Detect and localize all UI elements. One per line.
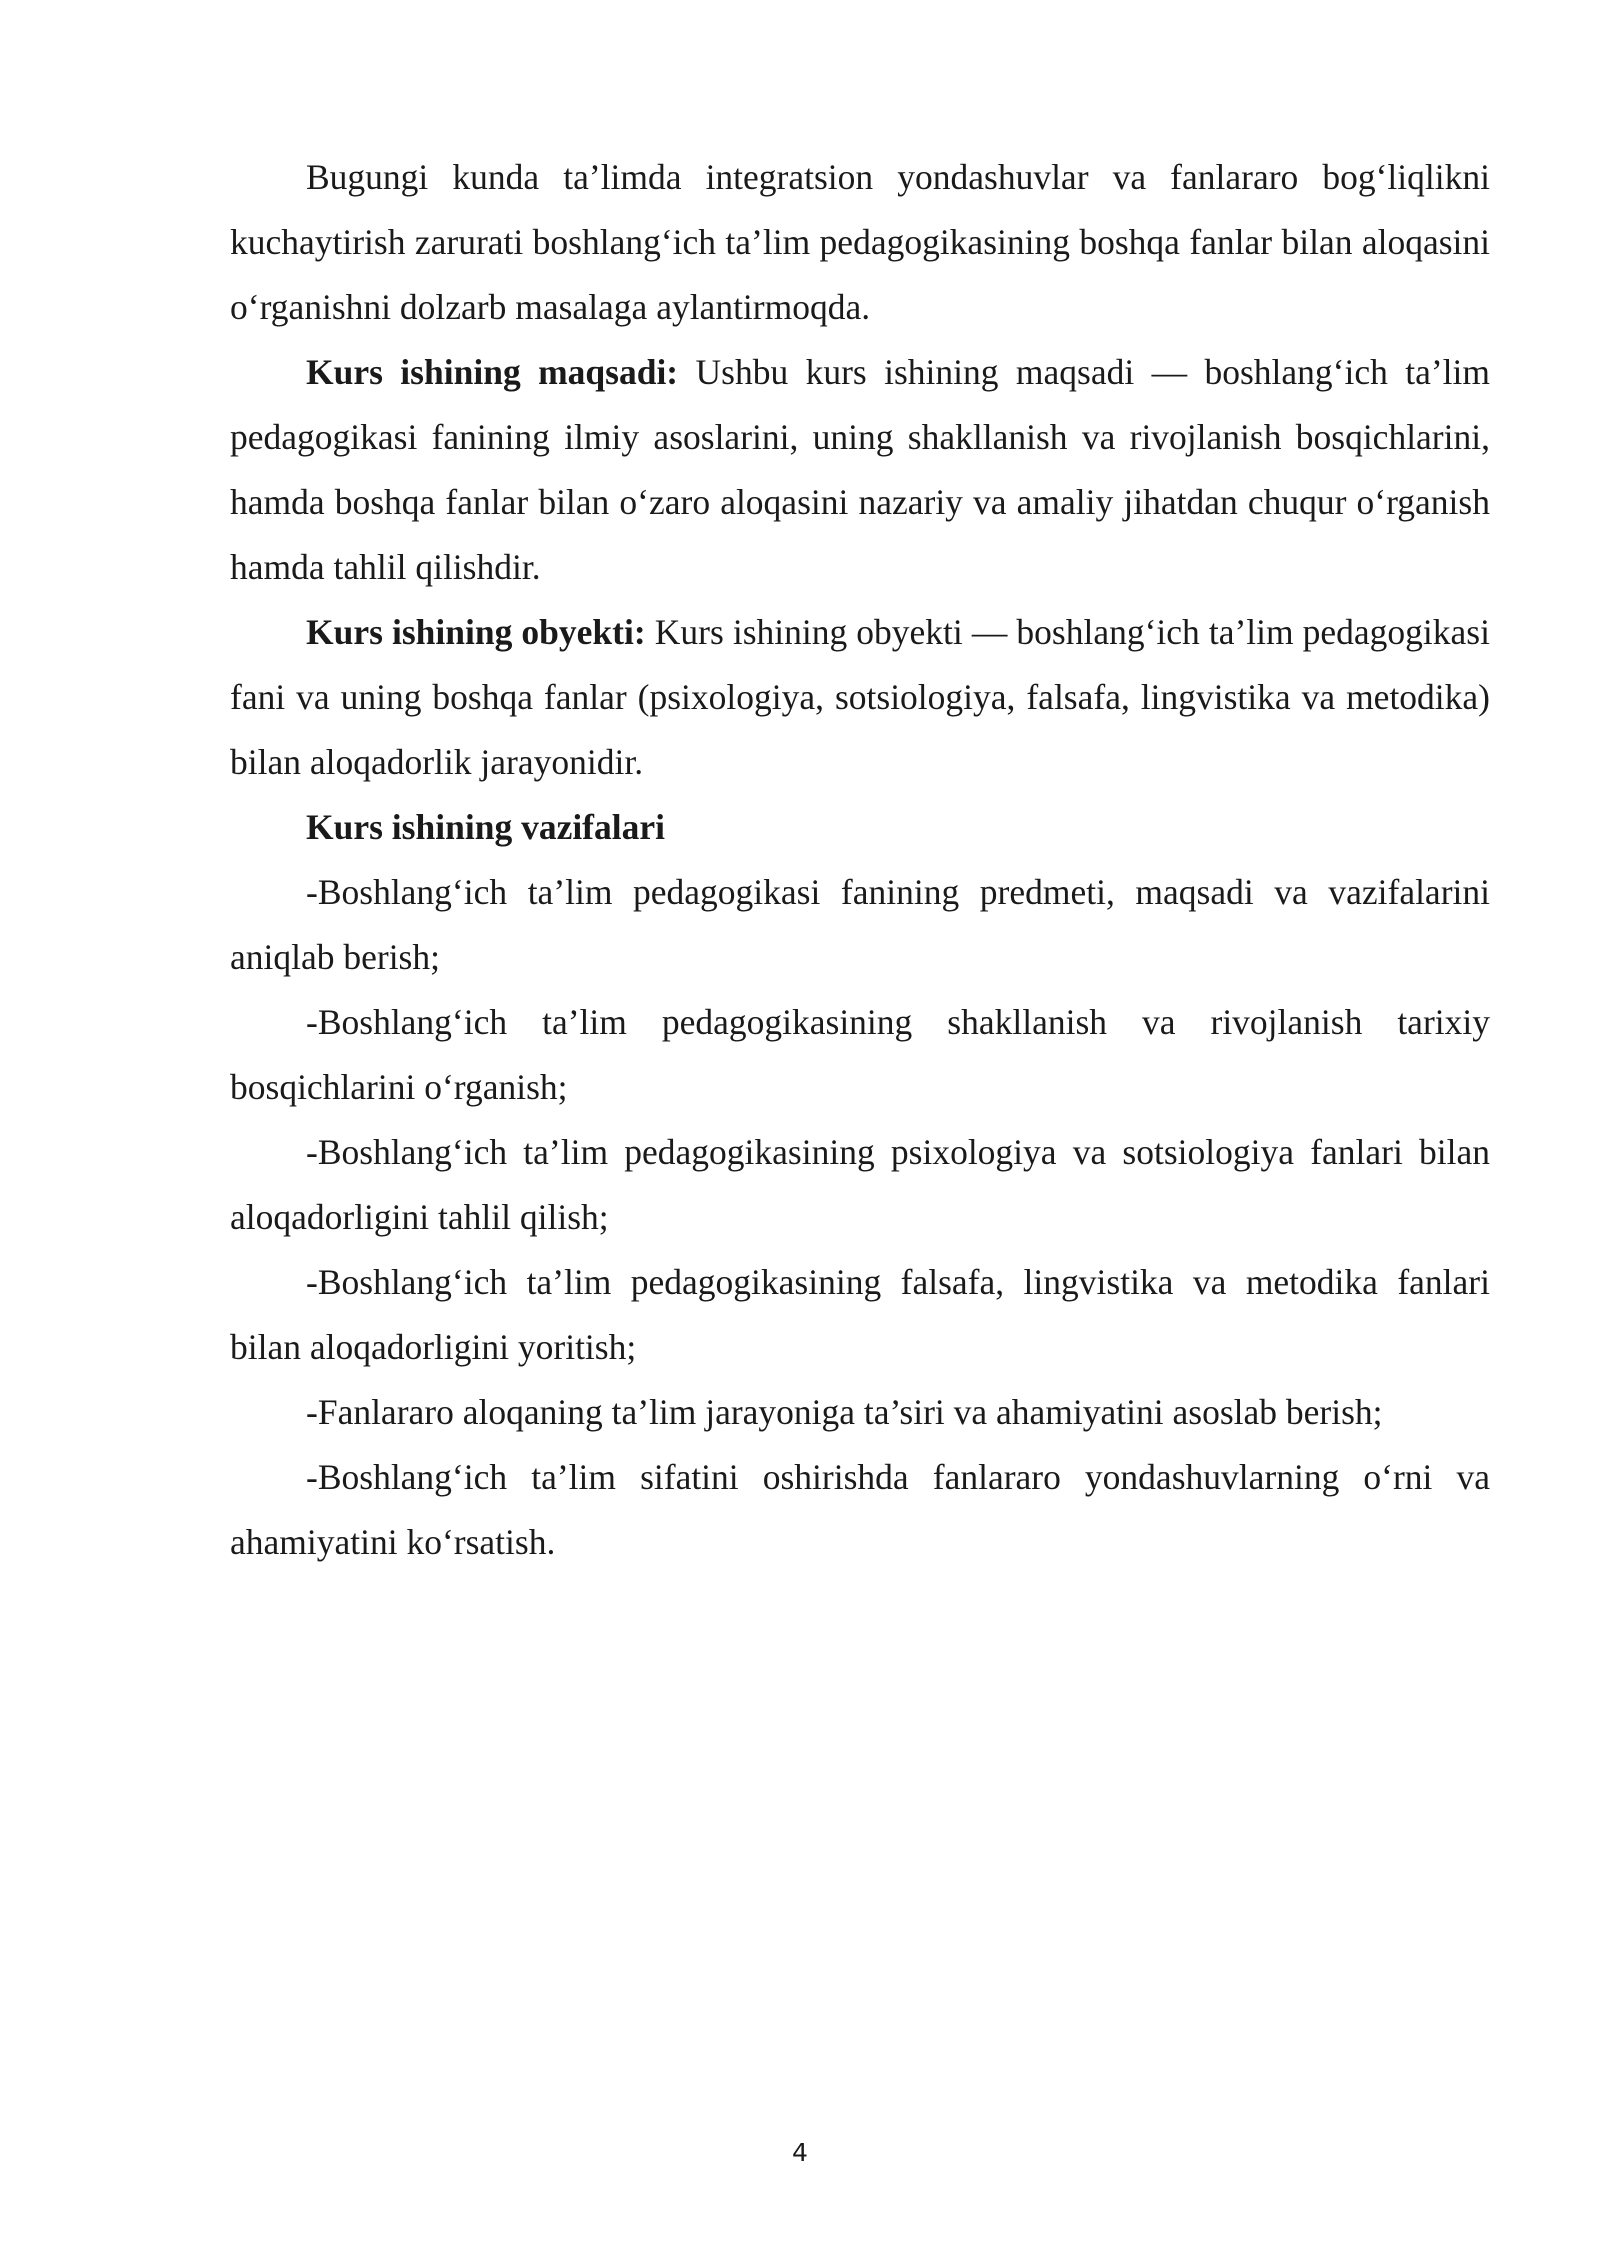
goal-text: Ushbu kurs ishining maqsadi — boshlang‘ich ta’lim pedagogikasi fanining ilmiy asoslarini, uning shakllanish va rivojlanish bosqichlarini, hamda boshqa fanlar bilan o‘zaro aloqasini nazariy va amaliy jihatdan chuqur o‘rganish hamda tahlil qilishdir. xyxy=(230,352,1490,587)
task-item: -Boshlang‘ich ta’lim pedagogikasining falsafa, lingvistika va metodika fanlari bilan aloqadorligini yoritish; xyxy=(230,1262,1490,1367)
object-label: Kurs ishining obyekti: xyxy=(306,612,646,652)
document-body xyxy=(230,145,1490,1575)
goal-paragraph xyxy=(230,340,1490,600)
task-item: -Boshlang‘ich ta’lim pedagogikasining psixologiya va sotsiologiya fanlari bilan aloqadorligini tahlil qilish; xyxy=(230,1132,1490,1237)
object-paragraph xyxy=(230,600,1490,795)
task-item: -Boshlang‘ich ta’lim pedagogikasi fanining predmeti, maqsadi va vazifalarini aniqlab berish; xyxy=(230,872,1490,977)
task-item: -Boshlang‘ich ta’lim sifatini oshirishda fanlararo yondashuvlarning o‘rni va ahamiyatini ko‘rsatish. xyxy=(230,1457,1490,1562)
object-text: Kurs ishining obyekti — boshlang‘ich ta’lim pedagogikasi fani va uning boshqa fanlar (psixologiya, sotsiologiya, falsafa, lingvistika va metodika) bilan aloqadorlik jarayonidir. xyxy=(230,612,1490,782)
tasks-heading-label: Kurs ishining vazifalari xyxy=(306,807,665,847)
goal-label: Kurs ishining maqsadi: xyxy=(306,352,679,392)
tasks-heading xyxy=(230,795,1490,860)
intro-paragraph: Bugungi kunda ta’limda integratsion yondashuvlar va fanlararo bog‘liqlikni kuchaytirish zarurati boshlang‘ich ta’lim pedagogikasining boshqa fanlar bilan aloqasini o‘rganishni dolzarb masalaga aylantirmoqda. xyxy=(230,157,1490,327)
task-item: -Boshlang‘ich ta’lim pedagogikasining shakllanish va rivojlanish tarixiy bosqichlarini o‘rganish; xyxy=(230,1002,1490,1107)
task-item: -Fanlararo aloqaning ta’lim jarayoniga ta’siri va ahamiyatini asoslab berish; xyxy=(306,1392,1383,1432)
page-number: 4 xyxy=(792,2138,808,2167)
